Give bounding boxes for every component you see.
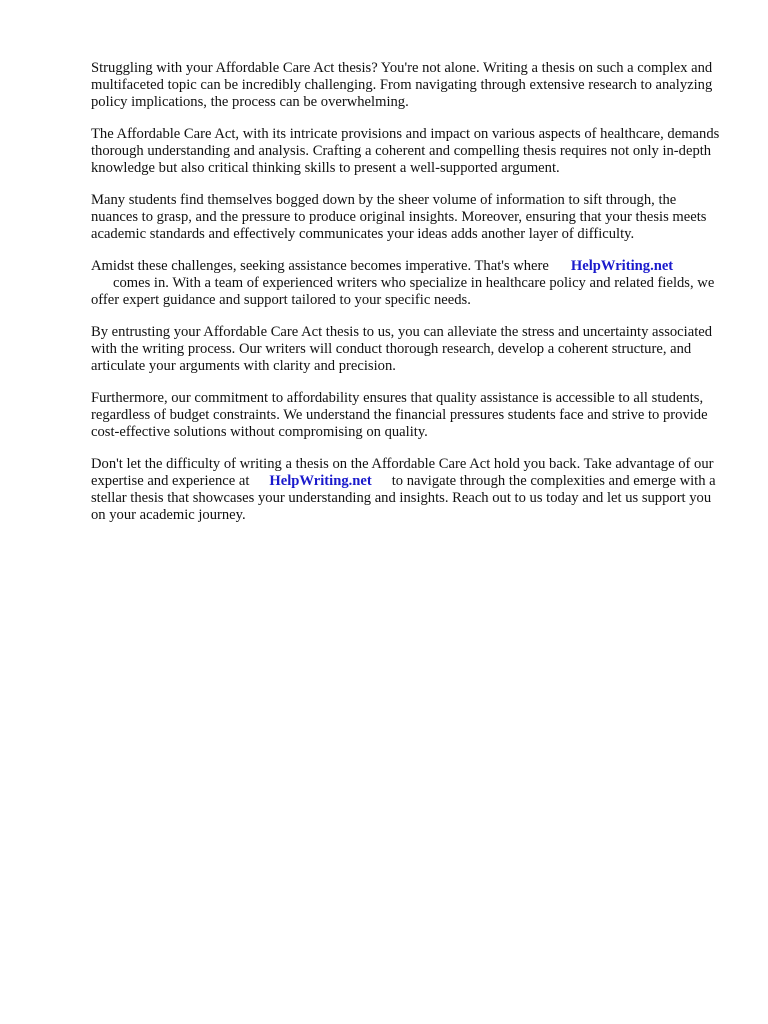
- paragraph-7-text-after: to navigate through the complexities and emerge with a stellar thesis that showcases your understanding and insights. Reach out to us today and let us support you on your academic journey.: [91, 473, 716, 523]
- paragraph-4: [91, 258, 721, 309]
- helpwriting-link[interactable]: HelpWriting.net: [269, 473, 372, 489]
- document-body: [91, 60, 721, 539]
- paragraph-4-text-after: comes in. With a team of experienced writers who specialize in healthcare policy and related fields, we offer expert guidance and support tailored to your specific needs.: [91, 275, 715, 308]
- paragraph-1: Struggling with your Affordable Care Act thesis? You're not alone. Writing a thesis on such a complex and multifaceted topic can be incredibly challenging. From navigating through extensive research to analyzing policy implications, the process can be overwhelming.: [91, 60, 713, 110]
- paragraph-3: Many students find themselves bogged down by the sheer volume of information to sift through, the nuances to grasp, and the pressure to produce original insights. Moreover, ensuring that your thesis meets academic standards and effectively communicates your ideas adds another layer of difficulty.: [91, 192, 707, 242]
- paragraph-2: The Affordable Care Act, with its intricate provisions and impact on various aspects of healthcare, demands thorough understanding and analysis. Crafting a coherent and compelling thesis requires not only in-depth knowledge but also critical thinking skills to present a well-supported argument.: [91, 126, 720, 176]
- paragraph-4-text-before: Amidst these challenges, seeking assistance becomes imperative. That's where: [91, 258, 549, 274]
- paragraph-7: [91, 456, 721, 524]
- paragraph-7-text-before: Don't let the difficulty of writing a thesis on the Affordable Care Act hold you back. Take advantage of our expertise and experience at: [91, 456, 714, 489]
- paragraph-5: By entrusting your Affordable Care Act thesis to us, you can alleviate the stress and uncertainty associated with the writing process. Our writers will conduct thorough research, develop a coherent structure, and articulate your arguments with clarity and precision.: [91, 324, 713, 374]
- paragraph-6: Furthermore, our commitment to affordability ensures that quality assistance is accessible to all students, regardless of budget constraints. We understand the financial pressures students face and strive to provide cost-effective solutions without compromising on quality.: [91, 390, 708, 440]
- helpwriting-link[interactable]: HelpWriting.net: [570, 258, 674, 274]
